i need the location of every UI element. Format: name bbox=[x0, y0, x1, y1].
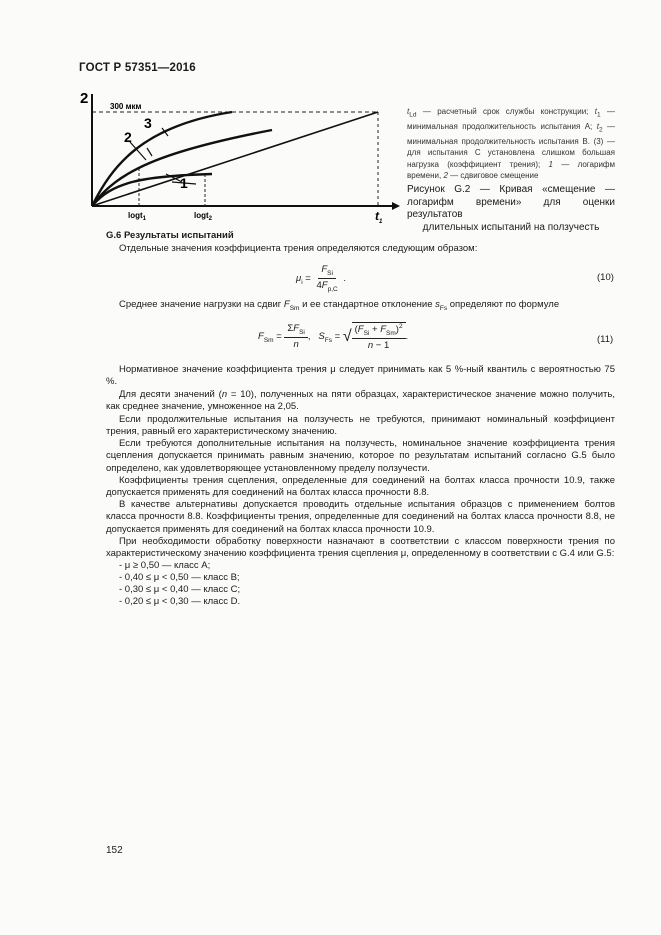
paragraph-5: Если продолжительные испытания на ползучесть не требуются, принимают номинальный коэффициент трения, равный его характеристическому значению. bbox=[106, 414, 615, 438]
curve-1 bbox=[92, 174, 212, 206]
paragraph-1: Отдельные значения коэффициента трения определяются следующим образом: bbox=[119, 243, 478, 254]
y-axis-label: 2 bbox=[80, 90, 89, 107]
paragraph-8: В качестве альтернативы допускается проводить отдельные испытания образцов с применением болтов класса прочности 8.8. Коэффициенты трения, определенные для соединений на болтах класса прочности 8.8, не допускается применять для соединений на болтах класса прочности 10.9. bbox=[106, 499, 615, 535]
figure-caption: Рисунок G.2 — Кривая «смещение — логарифм времени» для оценки результатов длительных испытаний на ползучесть bbox=[407, 184, 615, 233]
equation-11-number: (11) bbox=[597, 334, 614, 345]
paragraph-9: При необходимости обработку поверхности назначают в соответствии с классом поверхности трения по характеристическому значению коэффициента трения сцепления μ, определенному в соответствии с G.4 или G.5: bbox=[106, 536, 615, 560]
equation-10-number: (10) bbox=[597, 272, 614, 283]
class-item-c: - 0,30 ≤ μ < 0,40 — класс С; bbox=[119, 584, 241, 595]
paragraph-7: Коэффициенты трения сцепления, определенные для соединений на болтах класса прочности 10.9, также допускается применять для соединений на болтах класса прочности 8.8. bbox=[106, 475, 615, 499]
x-axis-label: $t_1$ bbox=[375, 209, 383, 225]
x-axis-arrow bbox=[392, 202, 400, 210]
figure-legend: $t_{Ld}$ — расчетный срок службы конструкции; $t_1$ — минимальная продолжительность испытания А; $t_2$ — минимальная продолжительность испытания В. (3) — для испытания С установлена слишком большая нагрузка (коэффициент трения); 1 — логарифм времени, 2 — сдвиговое смещение bbox=[407, 107, 615, 181]
tick-label-logt2: logt$_2$ bbox=[194, 211, 213, 222]
document-header: ГОСТ Р 57351—2016 bbox=[79, 62, 196, 74]
paragraph-2: Среднее значение нагрузки на сдвиг $F_{Sm}$ и ее стандартное отклонение $s_{Fs}$ определяют по формуле bbox=[119, 299, 560, 312]
class-item-d: - 0,20 ≤ μ < 0,30 — класс D. bbox=[119, 596, 241, 607]
curve-label-1: 1 bbox=[180, 175, 188, 191]
paragraph-4: Для десяти значений (n = 10), полученных на пяти образцах, характеристическое значение можно получить, как среднее значение, умноженное на 2,05. bbox=[106, 389, 616, 413]
curve-label-2: 2 bbox=[124, 129, 132, 145]
creep-curve-figure bbox=[72, 86, 402, 228]
curve-label-3: 3 bbox=[144, 115, 152, 131]
page-number: 152 bbox=[106, 845, 123, 856]
reference-line bbox=[92, 112, 378, 206]
paragraph-6: Если требуются дополнительные испытания на ползучесть, номинальное значение коэффициента трения сцепления допускается принимать равным значению, которое по результатам испытаний согласно G.5 было определено, как удовлетворяющее установленному пределу ползучести. bbox=[106, 438, 615, 474]
limit-label: 300 мкм bbox=[110, 102, 142, 111]
equation-10: $\mu_i$ = $\frac{F_{Si}}{4F_{p,C}}$ . bbox=[296, 264, 347, 293]
paragraph-3: Нормативное значение коэффициента трения μ следует принимать как 5 %-ный квантиль с вероятностью 75 %. bbox=[106, 364, 615, 388]
curve-2 bbox=[92, 130, 272, 206]
section-title: G.6 Результаты испытаний bbox=[106, 230, 234, 241]
equation-11: $F_{Sm}$ = $\frac{\Sigma F_{Si}}{n}$ , $S_{Fs}$ = √ $\frac{(F_{Si} + F_{Sm})^2}{n - 1}$ . bbox=[258, 323, 409, 352]
tick-label-logt1: logt$_1$ bbox=[128, 211, 147, 222]
class-item-b: - 0,40 ≤ μ < 0,50 — класс В; bbox=[119, 572, 240, 583]
class-item-a: - μ ≥ 0,50 — класс А; bbox=[119, 560, 211, 571]
